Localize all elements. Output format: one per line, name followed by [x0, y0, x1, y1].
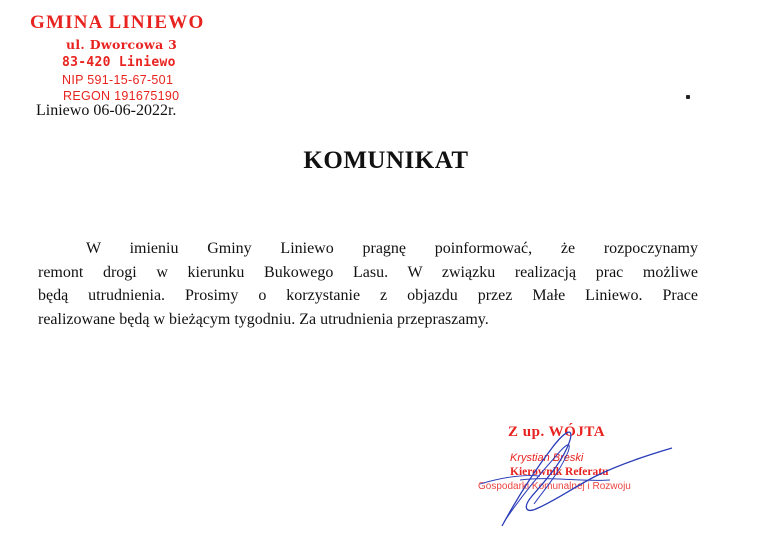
signatory-department: Gospodarki Komunalnej i Rozwoju [478, 481, 631, 492]
scan-speck [686, 95, 690, 99]
signatory-role: Kierownik Referatu [510, 466, 609, 478]
stamp-nip: NIP 591-15-67-501 [62, 73, 174, 87]
body-line: W imieniu Gminy Liniewo pragnę poinformować, że rozpoczynamy [86, 240, 698, 257]
body-line: remont drogi w kierunku Bukowego Lasu. W związku realizacją prac możliwe [38, 263, 698, 281]
signature-on-behalf: Z up. WÓJTA [508, 424, 606, 440]
announcement-body [38, 237, 698, 331]
handwritten-signature-icon [460, 410, 700, 550]
stamp-regon: REGON 191675190 [63, 89, 180, 103]
body-line: realizowane będą w bieżącym tygodniu. Za utrudnienia przepraszamy. [38, 310, 489, 328]
place-date: Liniewo 06-06-2022r. [36, 102, 177, 119]
body-line: będą utrudnienia. Prosimy o korzystanie z objazdu przez Małe Liniewo. Prace [38, 287, 698, 304]
document-title: KOMUNIKAT [303, 147, 469, 174]
signatory-name: Krystian Breski [510, 452, 584, 464]
stamp-municipality-name: GMINA LINIEWO [30, 12, 205, 33]
stamp-street: ul. Dworcowa 3 [66, 37, 178, 52]
stamp-postal-city: 83-420 Liniewo [62, 55, 176, 70]
